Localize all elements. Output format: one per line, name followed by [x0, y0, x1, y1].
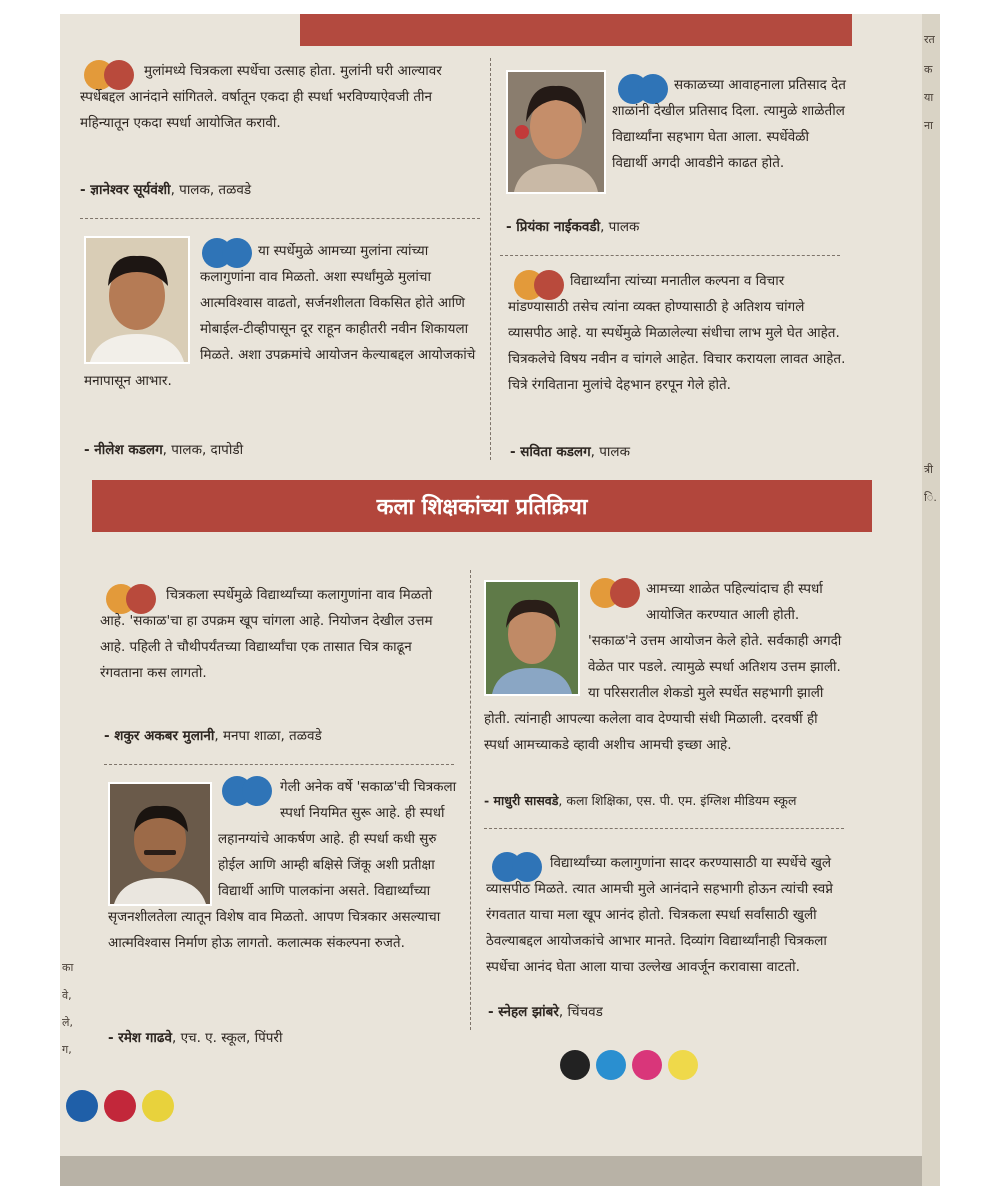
- margin-text: का: [62, 961, 74, 974]
- commenter-name: - प्रियंका नाईकवडी: [506, 219, 601, 235]
- margin-text: क: [924, 63, 933, 76]
- top-header-band: [300, 14, 852, 46]
- commenter-role: , कला शिक्षिका, एस. पी. एम. इंग्लिश मीडियम स्कूल: [558, 793, 797, 808]
- signature: [80, 180, 251, 198]
- registration-dot-icon: [142, 1090, 174, 1122]
- signature: [108, 1028, 282, 1046]
- registration-dot-icon: [104, 1090, 136, 1122]
- margin-text: रत: [924, 33, 935, 46]
- comment-text-content: या स्पर्धेमुळे आमच्या मुलांना त्यांच्या कलागुणांना वाव मिळतो. अशा स्पर्धांमुळे मुलांचा आत्मविश्वास वाढतो, सर्जनशीलता विकसित होते आणि मोबाईल-टीव्हीपासून दूर राहून काहीतरी नवीन शिकायला मिळते. अशा उपक्रमांचे आयोजन केल्याबद्दल आयोजकांचे मनापासून आभार.: [84, 243, 476, 389]
- commenter-role: , एच. ए. स्कूल, पिंपरी: [171, 1030, 283, 1046]
- comment-text-content: गेली अनेक वर्षे 'सकाळ'ची चित्रकला स्पर्धा नियमित सुरू आहे. ही स्पर्धा लहानग्यांचे आकर्षण आहे. ही स्पर्धा कधी सुरु होईल आणि आम्ही बक्षिसे जिंकू अशी प्रतीक्षा विद्यार्थी आणि पालकांना असते. विद्यार्थ्यांच्या सृजनशीलतेला त्यातून विशेष वाव मिळतो. आपण चित्रकार असल्याचा आत्मविश्वास निर्माण होऊ लागतो. कलात्मक संकल्पना रुजते.: [108, 779, 457, 951]
- registration-dot-icon: [66, 1090, 98, 1122]
- signature: [484, 792, 796, 809]
- registration-dot-icon: [596, 1050, 626, 1080]
- row-divider: [80, 218, 480, 219]
- signature: [84, 440, 243, 458]
- margin-text: त्री: [924, 463, 933, 476]
- comment-text: [484, 576, 842, 758]
- commenter-name: - सविता कडलग: [510, 444, 591, 460]
- comment-text: [84, 238, 476, 394]
- commenter-role: , पालक: [600, 219, 640, 235]
- comment-text-content: आमच्या शाळेत पहिल्यांदाच ही स्पर्धा आयोजित करण्यात आली होती. 'सकाळ'ने उत्तम आयोजन केले होते. सर्वकाही अगदी वेळेत पार पडले. त्यामुळे स्पर्धा अतिशय उत्तम झाली. या परिसरातील शेकडो मुले स्पर्धेत सहभागी झाली होती. त्यांनाही आपल्या कलेला वाव देण्याची संधी मिळाली. दरवर्षी ही स्पर्धा आमच्याकडे व्हावी अशीच आमची इच्छा आहे.: [484, 581, 842, 753]
- commenter-name: - माधुरी सासवडे: [484, 793, 559, 808]
- column-divider: [490, 58, 491, 460]
- signature: [506, 217, 639, 235]
- section-heading: कला शिक्षकांच्या प्रतिक्रिया: [92, 480, 872, 532]
- comment-text: विद्यार्थ्यांना त्यांच्या मनातील कल्पना व विचार मांडण्यासाठी तसेच त्यांना व्यक्त होण्यासाठी हे अतिशय चांगले व्यासपीठ आहे. या स्पर्धेमुळे मिळालेल्या संधीचा लाभ मुले घेत आहेत. चित्रकलेचे विषय नवीन व चांगले आहेत. विचार करायला लावत आहेत. चित्रे रंगविताना मुलांचे देहभान हरपून गेले होते.: [508, 273, 846, 393]
- row-divider: [500, 255, 840, 256]
- commenter-role: , पालक, दापोडी: [162, 442, 244, 458]
- comment-text: विद्यार्थ्यांच्या कलागुणांना सादर करण्यासाठी या स्पर्धेचे खुले व्यासपीठ मिळते. त्यात आमची मुले आनंदाने सहभागी होऊन त्यांची स्वप्ने रंगवतात याचा मला खूप आनंद होतो. चित्रकला स्पर्धा सर्वांसाठी खुली ठेवल्याबद्दल आयोजकांचे आभार मानते. दिव्यांग विद्यार्थ्यांनाही चित्रकला स्पर्धेचा आनंद घेता आला याचा उल्लेख आवर्जून करावासा वाटतो.: [486, 855, 833, 975]
- commenter-role: , पालक, तळवडे: [170, 182, 252, 198]
- margin-text: ना: [924, 119, 933, 132]
- commenter-name: - नीलेश कडलग: [84, 442, 163, 458]
- commenter-name: - रमेश गाढवे: [108, 1030, 172, 1046]
- registration-dot-icon: [668, 1050, 698, 1080]
- commenter-role: , पालक: [590, 444, 630, 460]
- comment-text: चित्रकला स्पर्धेमुळे विद्यार्थ्यांच्या कलागुणांना वाव मिळतो आहे. 'सकाळ'चा हा उपक्रम खूप चांगला आहे. नियोजन देखील उत्तम आहे. पहिली ते चौथीपर्यंतच्या विद्यार्थ्यांचा एक तासात चित्र काढून रंगवताना कस लागतो.: [100, 587, 433, 681]
- comment-text: सकाळच्या आवाहनाला प्रतिसाद देत शाळांनी देखील प्रतिसाद दिला. त्यामुळे शाळेतील विद्यार्थ्यांना सहभाग घेता आला. स्पर्धेवेळी विद्यार्थी अगदी आवडीने काढत होते.: [612, 77, 846, 171]
- margin-text: वे,: [62, 989, 72, 1002]
- commenter-photo: [506, 70, 606, 194]
- registration-dot-icon: [560, 1050, 590, 1080]
- margin-text: ले,: [62, 1016, 73, 1029]
- commenter-role: , मनपा शाळा, तळवडे: [214, 728, 322, 744]
- signature: [510, 442, 630, 460]
- margin-text: ि.: [924, 491, 937, 504]
- row-divider: [104, 764, 454, 765]
- commenter-name: - ज्ञानेश्वर सूर्यवंशी: [80, 182, 171, 198]
- commenter-name: - स्नेहल झांबरे: [488, 1004, 559, 1020]
- adjacent-page-strip: [922, 14, 940, 1186]
- comment-text: मुलांमध्ये चित्रकला स्पर्धेचा उत्साह होता. मुलांनी घरी आल्यावर स्पर्धेबद्दल आनंदाने सांगितले. वर्षातून एकदा ही स्पर्धा भरविण्याऐवजी तीन महिन्यातून एकदा स्पर्धा आयोजित करावी.: [80, 63, 442, 131]
- comment-text: [108, 774, 458, 956]
- signature: [104, 726, 322, 744]
- column-divider: [470, 570, 471, 1030]
- registration-dot-icon: [632, 1050, 662, 1080]
- commenter-role: , चिंचवड: [558, 1004, 603, 1020]
- commenter-name: - शकुर अकबर मुलानी: [104, 728, 215, 744]
- margin-text: या: [924, 91, 934, 104]
- signature: [488, 1002, 603, 1020]
- row-divider: [484, 828, 844, 829]
- margin-text: ग,: [62, 1043, 72, 1056]
